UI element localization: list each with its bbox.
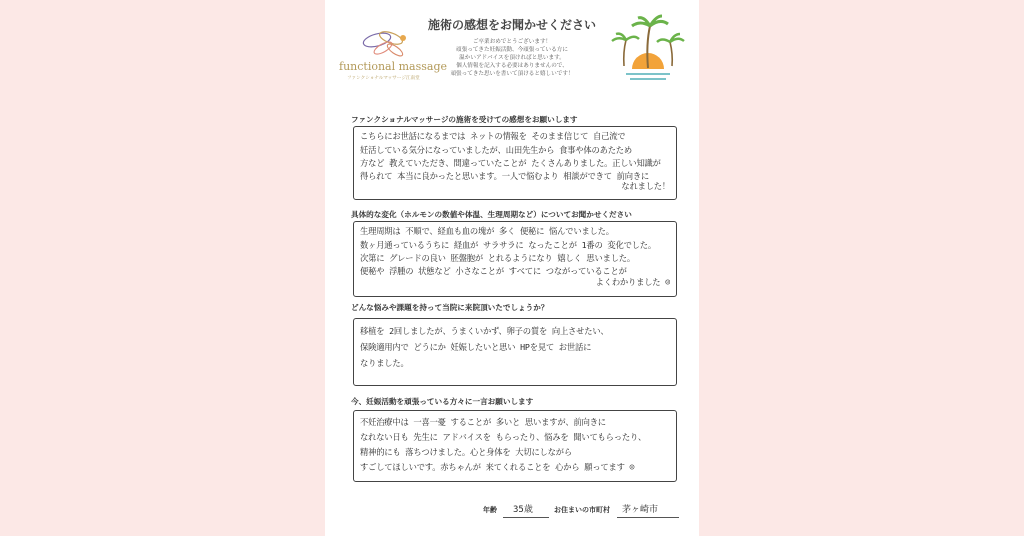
- answer-4-box: [353, 410, 677, 482]
- survey-sheet: [325, 0, 699, 536]
- age-label: 年齢: [483, 506, 497, 514]
- city-underline: [617, 517, 679, 518]
- answer-line: 不妊治療中は 一喜一憂 することが 多いと 思いますが、前向きに: [360, 417, 606, 427]
- answer-line: なれました！: [621, 180, 670, 191]
- answer-line: 次第に グレードの良い 胚盤胞が とれるようになり 嬉しく 思いました。: [360, 253, 635, 263]
- answer-line: 得られて 本当に良かったと思います。一人で悩むより 相談ができて 前向きに: [360, 170, 650, 181]
- question-1-label: ファンクショナルマッサージの施術を受けての感想をお願いします: [351, 115, 578, 124]
- answer-line: 便秘や 浮腫の 状態など 小さなことが すべてに つながっていることが: [360, 265, 627, 276]
- question-2-label: 具体的な変化（ホルモンの数値や体温、生理周期など）についてお聞かせください: [351, 210, 632, 219]
- answer-line: 生理周期は 不順で、経血も血の塊が 多く 便秘に 悩んでいました。: [360, 226, 614, 236]
- answer-line: 方など 教えていただき、間違っていたことが たくさんありました。正しい知識が: [360, 158, 661, 168]
- answer-line: すごしてほしいです。赤ちゃんが 来てくれることを 心から 願ってます ☺: [360, 462, 635, 472]
- city-value: 茅ヶ崎市: [622, 505, 659, 515]
- age-value: 35歳: [513, 505, 533, 515]
- age-underline: [503, 517, 549, 518]
- question-3-label: どんな悩みや課題を持って当院に来院頂いたでしょうか？: [351, 303, 549, 312]
- intro-line: 頑張ってきた思いを書いて頂けると嬉しいです！: [450, 71, 574, 77]
- answer-line: こちらにお世話になるまでは ネットの情報を そのまま信じて 自己流で: [360, 131, 626, 141]
- palm-beach-sunset-icon: [608, 14, 688, 84]
- answer-1-box: [353, 126, 677, 200]
- answer-line: なれない日も 先生に アドバイスを もらったり、悩みを 聞いてもらったり、: [360, 432, 647, 442]
- brand-logo: [339, 28, 448, 88]
- logo-subtext: ファンクショナルマッサージ江南堂: [347, 76, 420, 81]
- city-label: お住まいの市町村: [554, 506, 610, 514]
- dragonfly-icon: [339, 28, 439, 62]
- intro-line: 個人情報を記入する必要はありませんので、: [456, 63, 568, 69]
- intro-line: 温かいアドバイスを頂ければと思います。: [459, 55, 565, 61]
- answer-line: よくわかりました ☺: [595, 276, 670, 287]
- answer-line: 妊活している気分になっていましたが、山田先生から 食事や体のあたため: [360, 144, 632, 155]
- page-title: 施術の感想をお聞かせください: [427, 18, 596, 32]
- intro-text: [445, 38, 579, 78]
- answer-3-box: [353, 318, 677, 386]
- answer-line: 保険適用内で どうにか 妊娠したいと思い HPを見て お世話に: [360, 342, 592, 352]
- answer-line: なりました。: [360, 358, 409, 368]
- logo-text: functional massage: [339, 60, 448, 73]
- answer-line: 数ヶ月通っているうちに 経血が サラサラに なったことが 1番の 変化でした。: [360, 239, 656, 250]
- intro-line: ご卒業おめでとうございます！: [472, 39, 552, 45]
- answer-line: 移植を 2回しましたが、うまくいかず、卵子の質を 向上させたい、: [360, 326, 609, 336]
- answer-line: 精神的にも 落ちつけました。心と身体を 大切にしながら: [360, 447, 572, 457]
- question-4-label: 今、妊娠活動を頑張っている方々に一言お願いします: [351, 397, 534, 406]
- intro-line: 頑張ってきた妊娠活動、今頑張っている方に: [456, 47, 568, 53]
- answer-2-box: [353, 221, 677, 297]
